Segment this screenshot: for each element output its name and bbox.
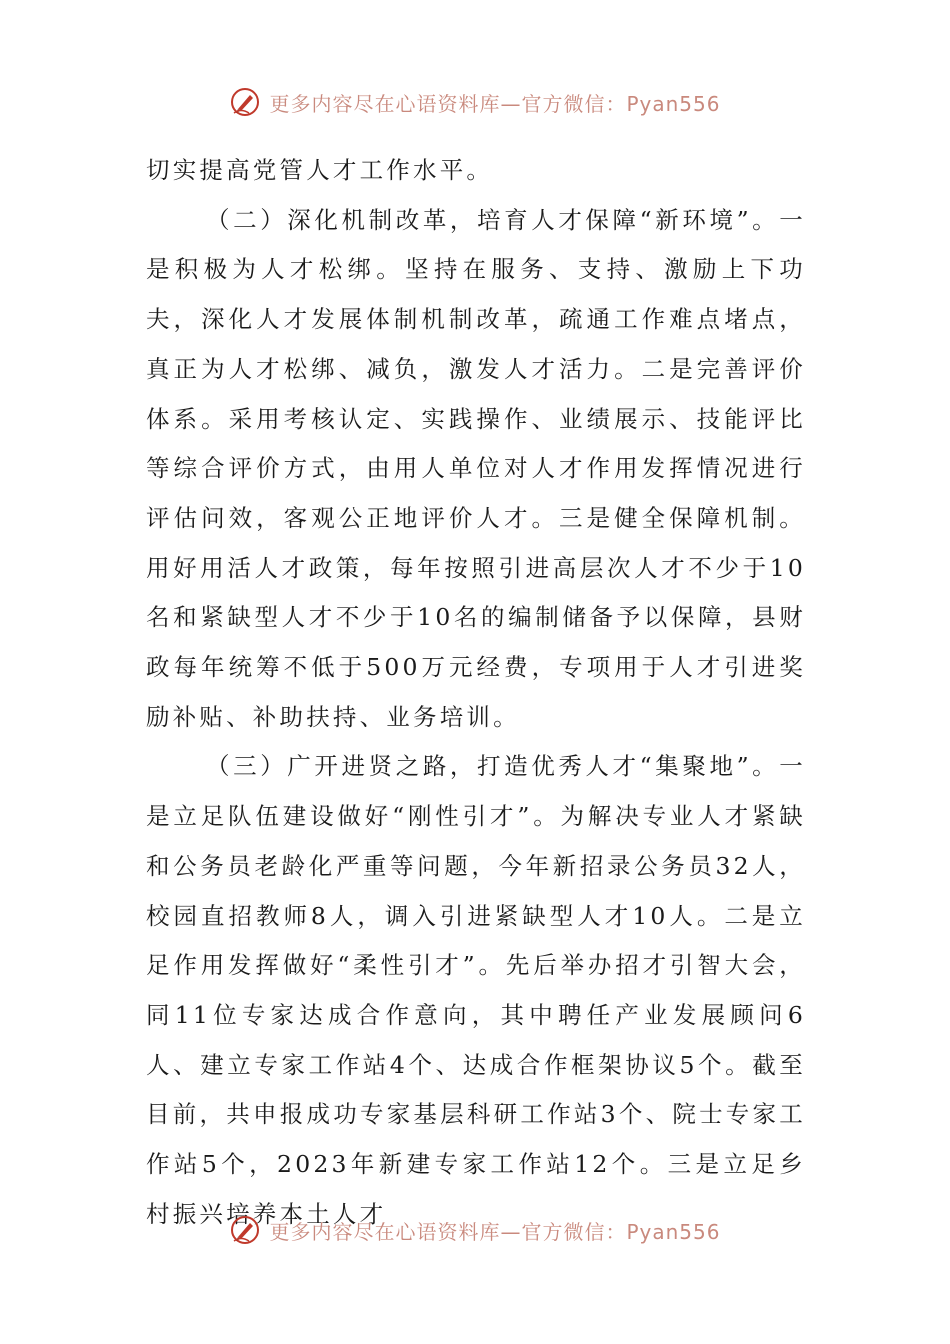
header-watermark-banner [0,80,950,124]
paragraph-1: 切实提高党管人才工作水平。 [146,156,494,184]
footer-watermark-banner [0,1208,950,1252]
footer-watermark-text: 更多内容尽在心语资料库—官方微信：Pyan556 [269,1219,721,1244]
pen-logo-icon [229,86,261,118]
pen-logo-icon [229,1214,261,1246]
paragraph-2: （二）深化机制改革，培育人才保障“新环境”。一是积极为人才松绑。坚持在服务、支持、激励上下功夫，深化人才发展体制机制改革，疏通工作难点堵点，真正为人才松绑、减负，激发人才活力。二是完善评价体系。采用考核认定、实践操作、业绩展示、技能评比等综合评价方式，由用人单位对人才作用发挥情况进行评估问效，客观公正地评价人才。三是健全保障机制。用好用活人才政策，每年按照引进高层次人才不少于10名和紧缺型人才不少于10名的编制储备予以保障，县财政每年统筹不低于500万元经费，专项用于人才引进奖励补贴、补助扶持、业务培训。 [146,205,806,731]
paragraph-3: （三）广开进贤之路，打造优秀人才“集聚地”。一是立足队伍建设做好“刚性引才”。为解决专业人才紧缺和公务员老龄化严重等问题，今年新招录公务员32人，校园直招教师8人，调入引进紧缺型人才10人。二是立足作用发挥做好“柔性引才”。先后举办招才引智大会，同11位专家达成合作意向，其中聘任产业发展顾问6人、建立专家工作站4个、达成合作框架协议5个。截至目前，共申报成功专家基层科研工作站3个、院士专家工作站5个，2023年新建专家工作站12个。三是立足乡村振兴培养本土人才 [146,752,806,1228]
document-body [146,146,806,1239]
header-watermark-text: 更多内容尽在心语资料库—官方微信：Pyan556 [269,91,721,116]
